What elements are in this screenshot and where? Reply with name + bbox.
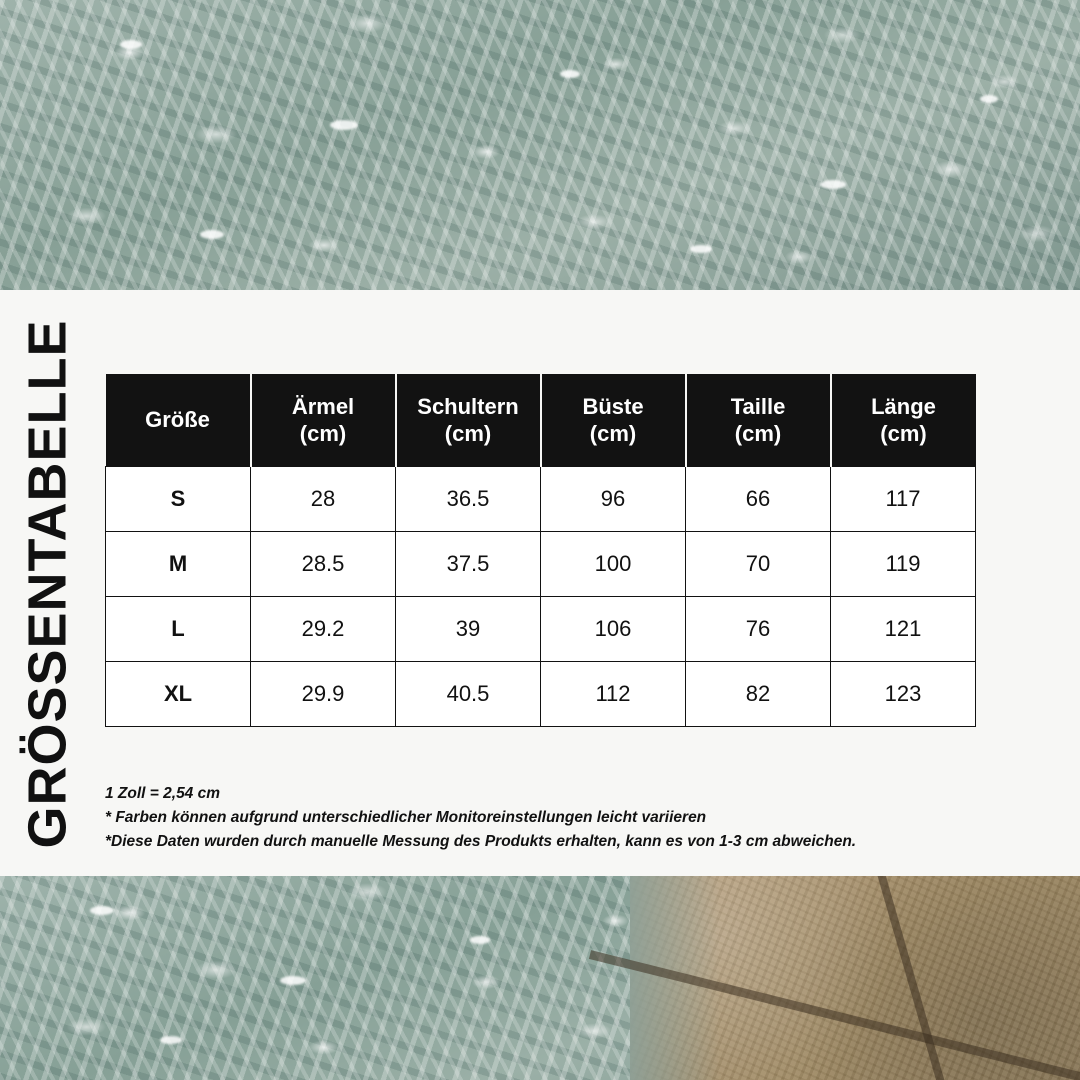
footnote-conversion: 1 Zoll = 2,54 cm [105,785,221,802]
cell-sleeve: 29.9 [251,662,396,727]
size-table [105,374,976,727]
column-header-line2: (cm) [444,421,492,446]
column-header-line1: Größe [145,407,210,433]
column-header-line1: Länge [871,393,936,419]
page-title-text: GRÖSSENTABELLE [18,319,78,849]
cell-bust: 96 [541,467,686,532]
cell-shoulders: 37.5 [396,532,541,597]
water-highlight [330,120,358,130]
water-photo-bottom [0,876,1080,1080]
water-highlight [120,40,142,49]
cell-bust: 100 [541,532,686,597]
cell-shoulders: 40.5 [396,662,541,727]
table-header-row [106,374,976,467]
column-header-shoulders [396,374,541,467]
water-highlight [690,245,712,253]
column-header-line1: Schultern [417,393,519,419]
water-highlight [200,230,224,239]
cell-sleeve: 29.2 [251,597,396,662]
column-header-line1: Taille [730,393,786,419]
footnote-measurement: *Diese Daten wurden durch manuelle Messung des Produkts erhalten, kann es von 1-3 cm abweichen. [105,833,857,851]
column-header-line2: (cm) [299,421,347,446]
size-table-header [106,374,976,467]
table-row [106,467,976,532]
water-photo-top [0,0,1080,292]
footnote-color: * Farben können aufgrund unterschiedlicher Monitoreinstellungen leicht variieren [105,809,707,827]
footnotes [105,782,1005,854]
column-header-line2: (cm) [880,421,927,446]
column-header-line1: Büste [582,393,644,419]
cell-waist: 76 [686,597,831,662]
table-row [106,532,976,597]
water-highlight [90,906,114,915]
water-highlight [160,1036,182,1044]
stone-paving [630,876,1080,1080]
cell-size: L [106,597,251,662]
water-highlight [560,70,580,78]
size-table-body [106,467,976,727]
water-highlight [280,976,306,985]
cell-length: 123 [831,662,976,727]
column-header-waist [686,374,831,467]
cell-shoulders: 39 [396,597,541,662]
cell-sleeve: 28 [251,467,396,532]
page-title [6,290,90,878]
cell-size: M [106,532,251,597]
water-texture [0,0,1080,292]
column-header-line2: (cm) [734,421,782,446]
cell-size: XL [106,662,251,727]
cell-sleeve: 28.5 [251,532,396,597]
cell-length: 117 [831,467,976,532]
cell-waist: 66 [686,467,831,532]
table-row [106,662,976,727]
cell-waist: 82 [686,662,831,727]
cell-length: 121 [831,597,976,662]
size-table-container [105,374,975,727]
cell-bust: 112 [541,662,686,727]
column-header-line1: Ärmel [291,393,355,419]
water-highlight [980,95,998,103]
cell-shoulders: 36.5 [396,467,541,532]
column-header-sleeve [251,374,396,467]
water-highlight [470,936,490,944]
cell-waist: 70 [686,532,831,597]
table-row [106,597,976,662]
cell-size: S [106,467,251,532]
content-card [0,290,1080,878]
column-header-size [106,374,251,467]
water-highlight [820,180,846,189]
column-header-bust [541,374,686,467]
cell-length: 119 [831,532,976,597]
cell-bust: 106 [541,597,686,662]
column-header-length [831,374,976,467]
column-header-line2: (cm) [589,421,637,446]
